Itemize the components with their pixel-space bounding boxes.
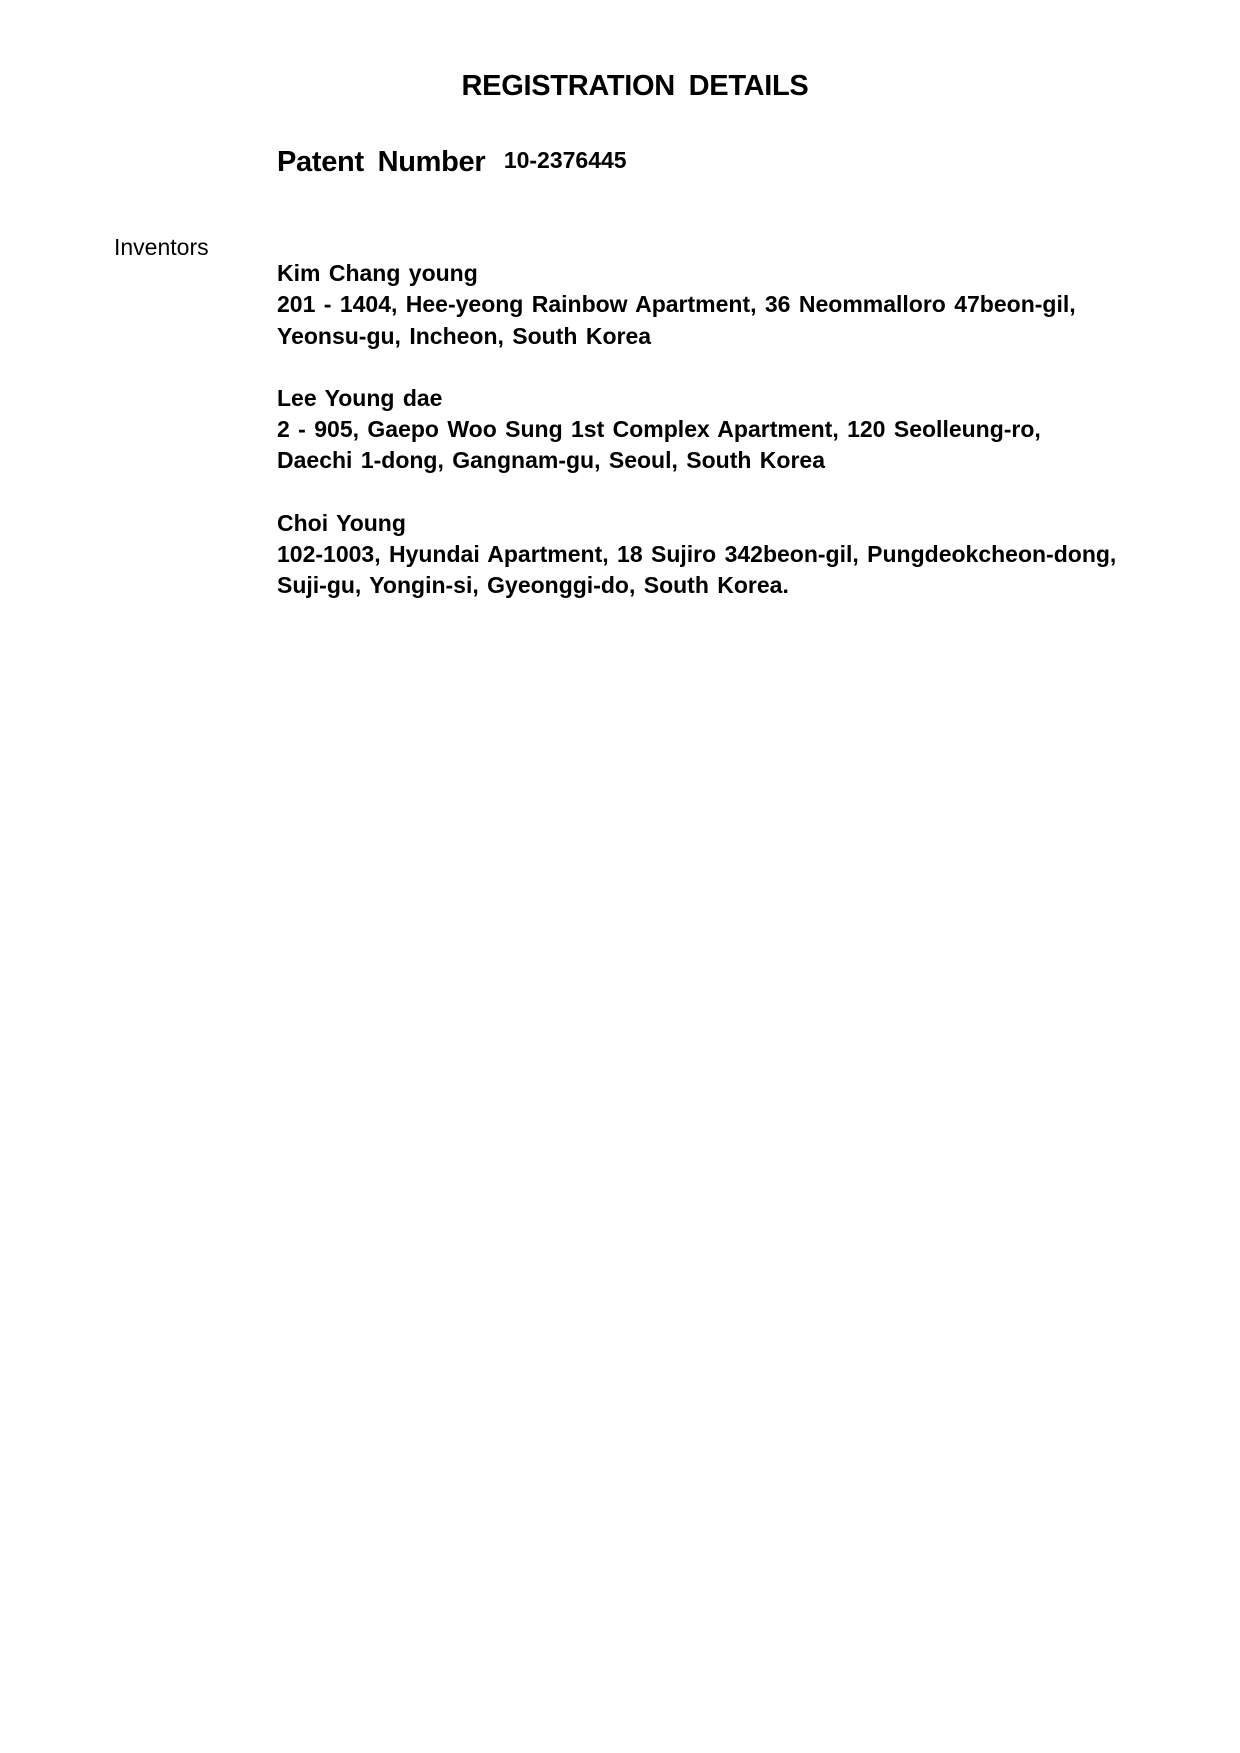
inventor-entry xyxy=(277,383,1177,477)
inventor-address-line: 201 - 1404, Hee-yeong Rainbow Apartment, 36 Neommalloro 47beon-gil, xyxy=(277,291,1076,318)
inventor-entry xyxy=(277,258,1177,352)
inventor-name: Choi Young xyxy=(277,509,406,536)
patent-number-value: 10-2376445 xyxy=(503,147,627,173)
inventor-list xyxy=(277,258,1177,633)
inventor-address-line: Yeonsu-gu, Incheon, South Korea xyxy=(277,322,652,349)
inventor-address-line: Suji-gu, Yongin-si, Gyeonggi-do, South Korea. xyxy=(277,572,789,599)
patent-number-label: Patent Number xyxy=(277,146,486,178)
inventor-address-line: Daechi 1-dong, Gangnam-gu, Seoul, South Korea xyxy=(277,447,825,474)
inventors-label: Inventors xyxy=(114,234,209,260)
inventor-address-line: 102-1003, Hyundai Apartment, 18 Sujiro 342beon-gil, Pungdeokcheon-dong, xyxy=(277,541,1117,568)
inventor-entry xyxy=(277,508,1177,602)
patent-number-row xyxy=(277,146,627,179)
inventor-address-line: 2 - 905, Gaepo Woo Sung 1st Complex Apartment, 120 Seolleung-ro, xyxy=(277,416,1041,443)
inventor-name: Lee Young dae xyxy=(277,384,443,411)
document-title: REGISTRATION DETAILS xyxy=(461,70,809,102)
inventor-name: Kim Chang young xyxy=(277,260,478,286)
